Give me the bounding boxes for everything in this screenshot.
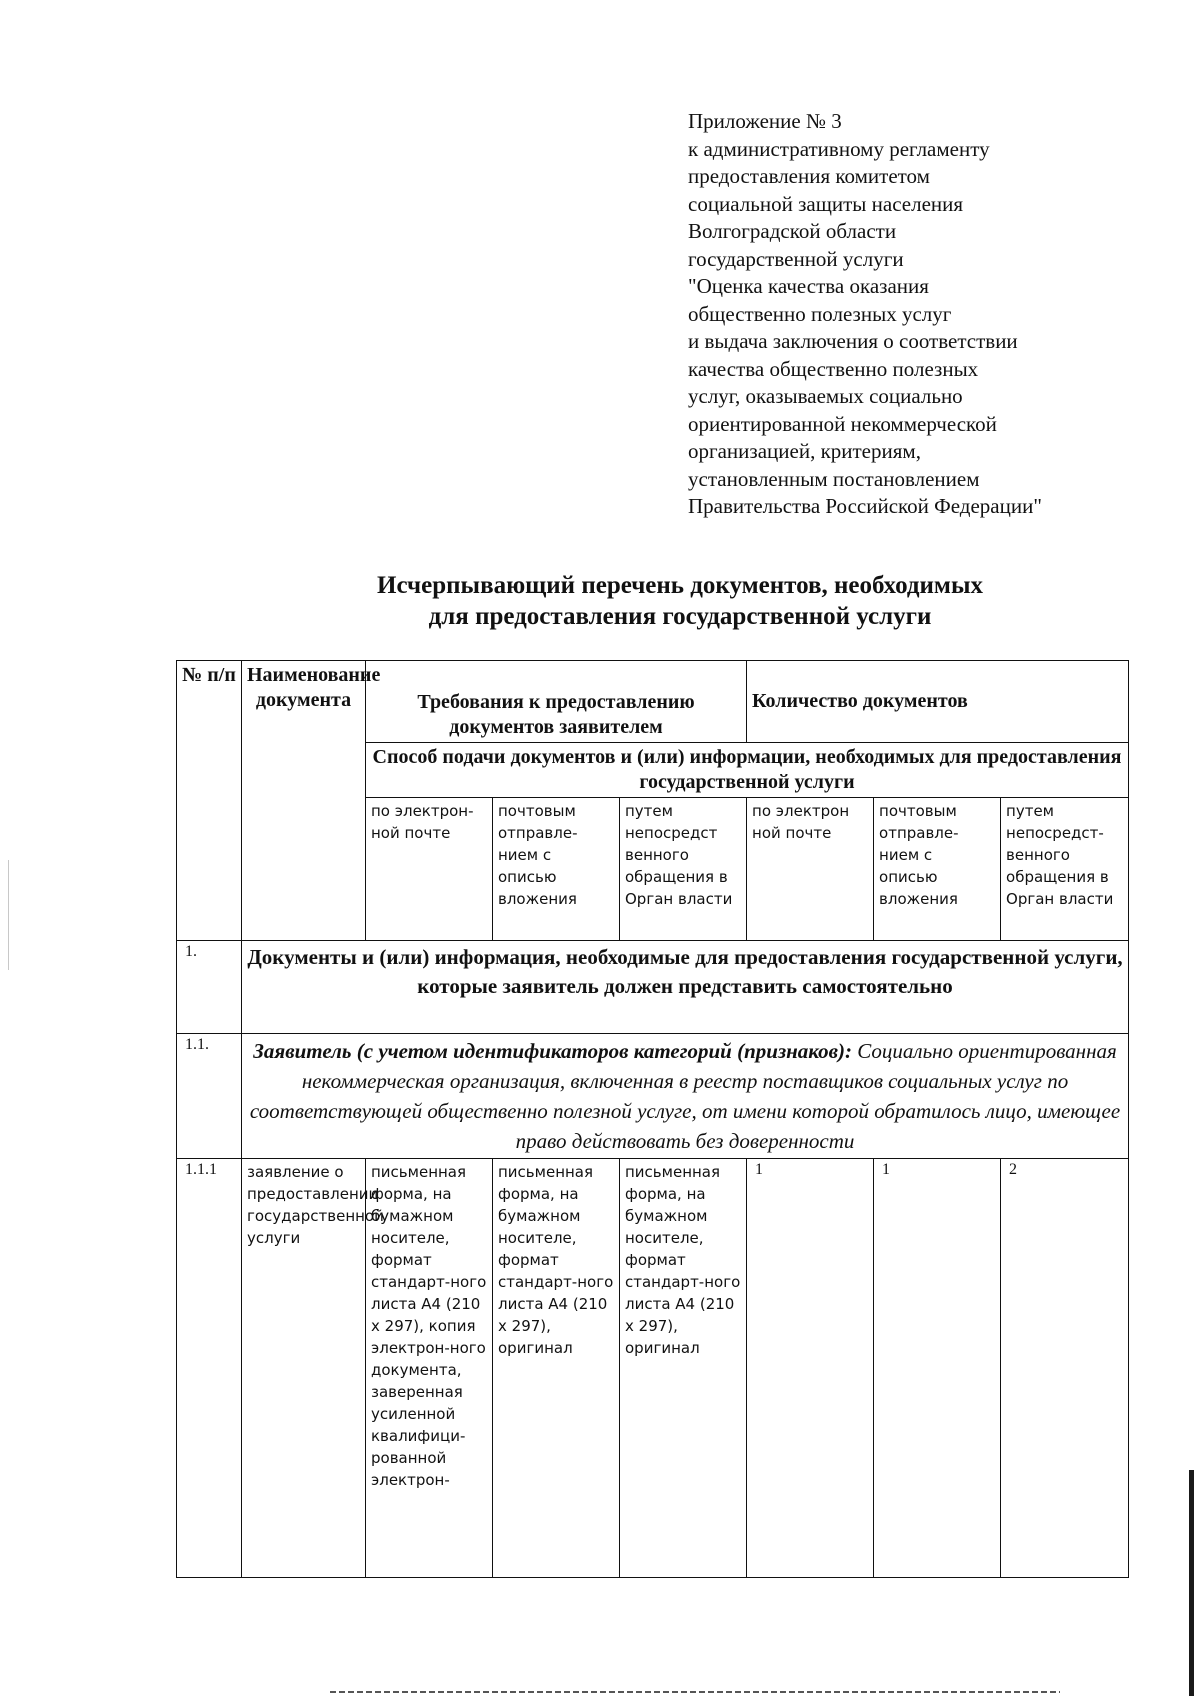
section-1-title: Документы и (или) информация, необходимые для предоставления государственной услуги, которые заявитель должен представить самостоятельно: [242, 941, 1129, 1034]
subheader-electronic-mail-quantity: по электрон ной почте: [747, 798, 874, 941]
applicant-label: Заявитель (с учетом идентификаторов категорий (признаков):: [253, 1039, 853, 1063]
subheader-direct-visit-quantity: путем непосредст-венного обращения в Орган власти: [1001, 798, 1129, 941]
section-1-1-applicant: [242, 1034, 1129, 1159]
header-number: № п/п: [177, 661, 242, 941]
title-line-1: Исчерпывающий перечень документов, необходимых: [377, 572, 983, 599]
row-requirement-postal: письменная форма, на бумажном носителе, формат стандарт-ного листа А4 (210 x 297), оригинал: [493, 1159, 620, 1578]
row-requirement-direct: письменная форма, на бумажном носителе, формат стандарт-ного листа А4 (210 x 297), оригинал: [620, 1159, 747, 1578]
applicant-description: Социально ориентированная некоммерческая организация, включенная в реестр поставщиков социальных услуг по соответствующей общественно полезной услуге, от имени которой обратилось лицо, имеющее право действовать без доверенности: [249, 1039, 1121, 1153]
header-submission-method: Способ подачи документов и (или) информации, необходимых для предоставления государственной услуги: [366, 743, 1129, 798]
annex-line: Приложение № 3: [688, 109, 842, 133]
annex-line: к административному регламенту: [688, 136, 990, 161]
annex-line: Волгоградской области: [688, 219, 897, 243]
row-quantity-direct: 2: [1001, 1159, 1129, 1578]
annex-line: Правительства Российской Федерации": [688, 494, 1042, 518]
row-requirement-electronic: письменная форма, на бумажном носителе, формат стандарт-ного листа А4 (210 x 297), копия электрон-ного документа, заверенная усиленной квалифици-рованной электрон-: [366, 1159, 493, 1578]
document-title: [320, 570, 1040, 632]
scan-bottom-dash: [330, 1691, 1060, 1693]
annex-line: "Оценка качества оказания: [688, 274, 929, 298]
annex-line: общественно полезных услуг: [688, 301, 952, 326]
documents-table: [176, 660, 1129, 1578]
subheader-postal-mail: почтовым отправле-нием с описью вложения: [493, 798, 620, 941]
row-quantity-postal: 1: [874, 1159, 1001, 1578]
scan-edge-mark: [8, 860, 9, 970]
annex-line: услуг, оказываемых социально: [688, 384, 963, 408]
annex-line: и выдача заключения о соответствии: [688, 329, 1018, 353]
header-quantity: Количество документов: [747, 661, 1129, 743]
subheader-electronic-mail: по электрон-ной почте: [366, 798, 493, 941]
scan-edge-bar: [1189, 1470, 1194, 1696]
annex-line: качества общественно полезных: [688, 356, 979, 381]
section-1-number: 1.: [177, 941, 242, 1034]
annex-line: установленным постановлением: [688, 466, 980, 491]
annex-line: организацией, критериям,: [688, 439, 921, 463]
header-requirements: Требования к предоставлению документов заявителем: [366, 661, 747, 743]
title-line-2: для предоставления государственной услуги: [428, 603, 932, 630]
subheader-direct-visit: путем непосредст венного обращения в Орган власти: [620, 798, 747, 941]
header-document-name: Наименование документа: [242, 661, 366, 941]
section-1-1-number: 1.1.: [177, 1034, 242, 1159]
row-document-name: заявление о предоставлении государственной услуги: [242, 1159, 366, 1578]
row-number: 1.1.1: [177, 1159, 242, 1578]
annex-line: социальной защиты населения: [688, 191, 964, 216]
subheader-postal-mail-quantity: почтовым отправле-нием с описью вложения: [874, 798, 1001, 941]
annex-block: [688, 108, 1138, 521]
annex-line: государственной услуги: [688, 246, 904, 271]
annex-line: предоставления комитетом: [688, 164, 930, 188]
annex-line: ориентированной некоммерческой: [688, 411, 997, 436]
row-quantity-electronic: 1: [747, 1159, 874, 1578]
